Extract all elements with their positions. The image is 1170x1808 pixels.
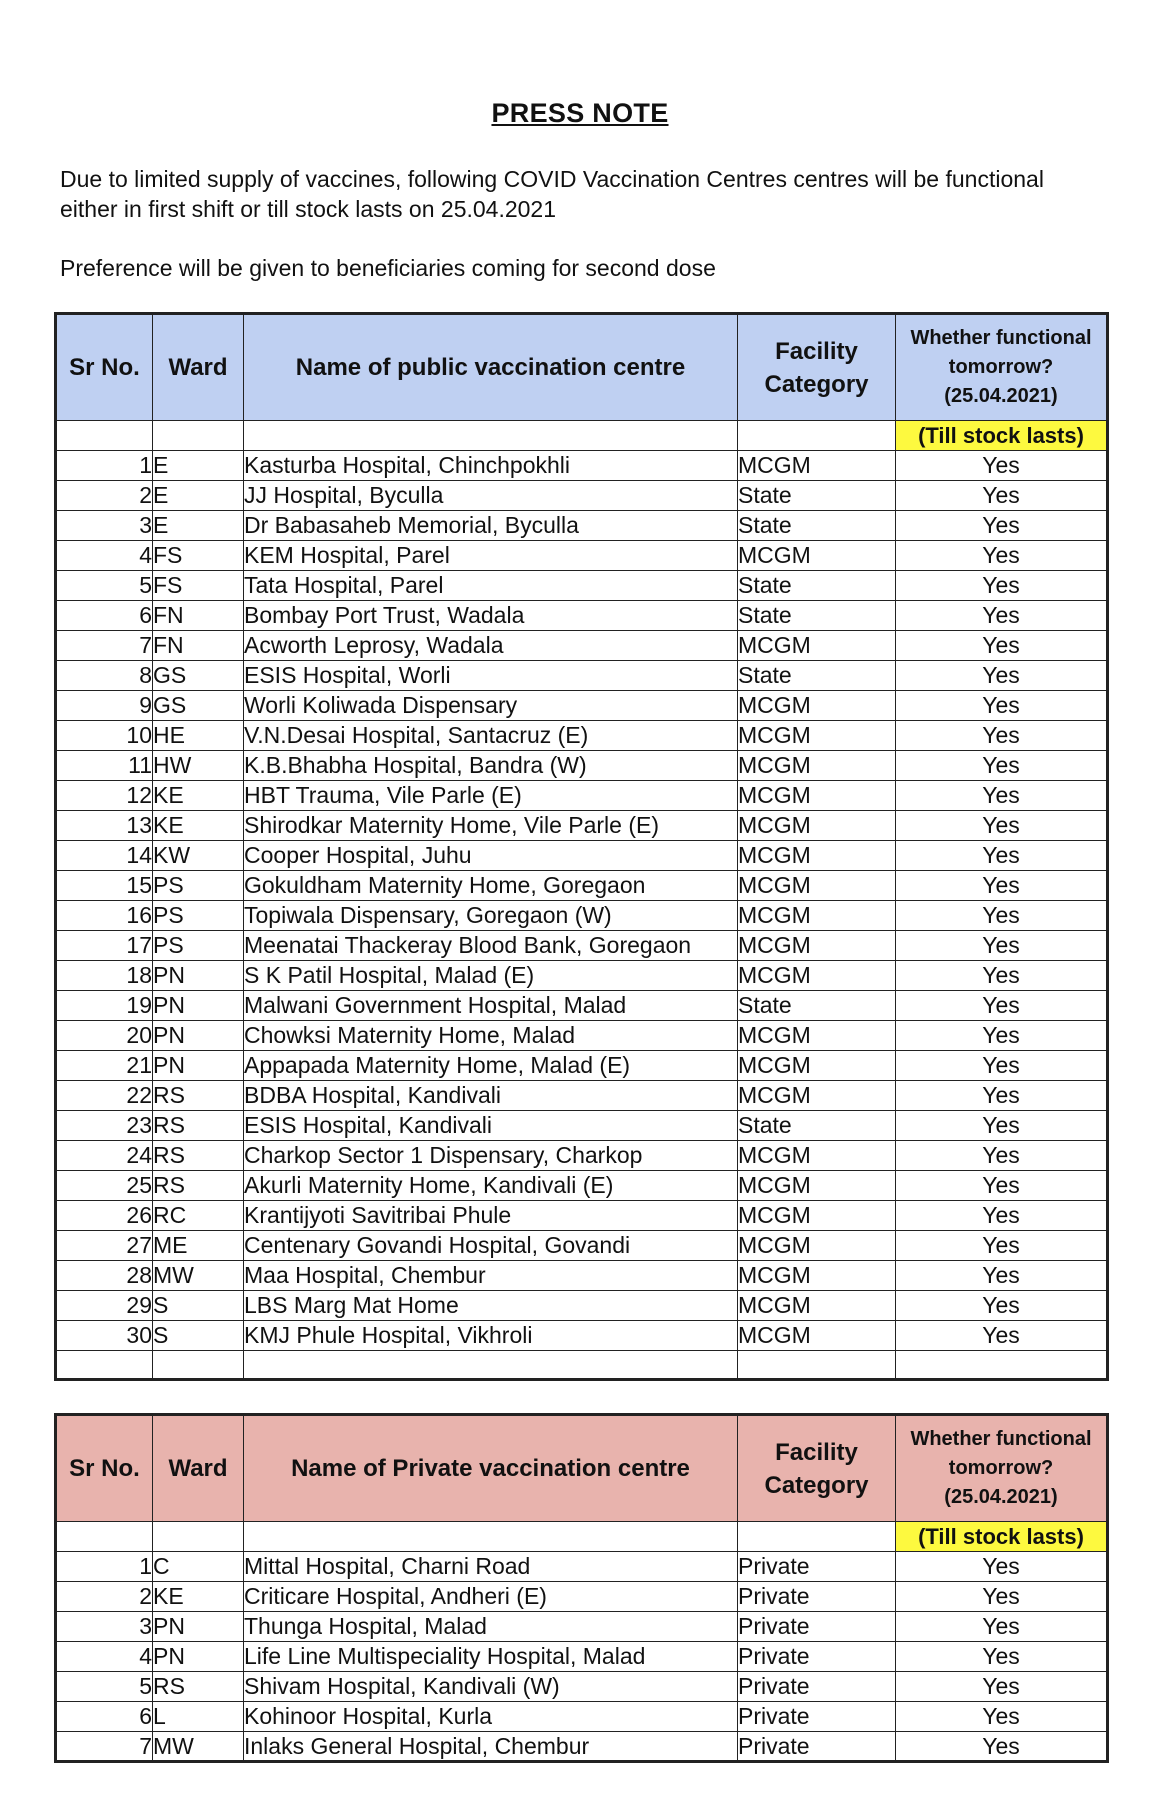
functional-cell: Yes	[896, 721, 1108, 751]
functional-cell: Yes	[896, 1201, 1108, 1231]
table-row	[56, 481, 1108, 511]
category-cell: MCGM	[738, 1141, 896, 1171]
table-row	[56, 1141, 1108, 1171]
centre-name-cell: Thunga Hospital, Malad	[244, 1612, 738, 1642]
category-cell: Private	[738, 1672, 896, 1702]
functional-cell: Yes	[896, 1702, 1108, 1732]
ward-cell: C	[153, 1552, 244, 1582]
centre-name-cell: KMJ Phule Hospital, Vikhroli	[244, 1321, 738, 1351]
functional-cell: Yes	[896, 1081, 1108, 1111]
functional-cell: Yes	[896, 541, 1108, 571]
header-facility-category	[738, 314, 896, 421]
category-cell: State	[738, 991, 896, 1021]
ward-cell: RS	[153, 1672, 244, 1702]
sr-no-cell: 4	[56, 541, 153, 571]
category-cell: MCGM	[738, 631, 896, 661]
sr-no-cell: 23	[56, 1111, 153, 1141]
functional-cell: Yes	[896, 661, 1108, 691]
till-stock-row	[56, 421, 1108, 451]
centre-name-cell: Chowksi Maternity Home, Malad	[244, 1021, 738, 1051]
table-row	[56, 901, 1108, 931]
table-row	[56, 1231, 1108, 1261]
sr-no-cell: 5	[56, 1672, 153, 1702]
functional-cell: Yes	[896, 1582, 1108, 1612]
sr-no-cell: 3	[56, 1612, 153, 1642]
category-cell: MCGM	[738, 961, 896, 991]
centre-name-cell: BDBA Hospital, Kandivali	[244, 1081, 738, 1111]
sr-no-cell: 18	[56, 961, 153, 991]
ward-cell: PN	[153, 1051, 244, 1081]
header-category-line-2: Category	[764, 1471, 869, 1499]
header-sr-no: Sr No.	[56, 1415, 153, 1522]
sr-no-cell: 3	[56, 511, 153, 541]
functional-cell: Yes	[896, 481, 1108, 511]
table-row	[56, 1171, 1108, 1201]
category-cell: MCGM	[738, 1081, 896, 1111]
functional-cell: Yes	[896, 781, 1108, 811]
header-centre-name: Name of public vaccination centre	[244, 314, 738, 421]
page-title: PRESS NOTE	[491, 98, 669, 128]
functional-cell: Yes	[896, 991, 1108, 1021]
functional-cell: Yes	[896, 691, 1108, 721]
table-row	[56, 541, 1108, 571]
functional-cell: Yes	[896, 631, 1108, 661]
ward-cell: MW	[153, 1732, 244, 1762]
ward-cell: PS	[153, 931, 244, 961]
ward-cell: RS	[153, 1081, 244, 1111]
empty-cell	[738, 1522, 896, 1552]
ward-cell: S	[153, 1291, 244, 1321]
table-row	[56, 1321, 1108, 1351]
sr-no-cell: 2	[56, 1582, 153, 1612]
sr-no-cell: 7	[56, 631, 153, 661]
sr-no-cell: 6	[56, 1702, 153, 1732]
public-centres-table	[54, 312, 1109, 1381]
centre-name-cell: Dr Babasaheb Memorial, Byculla	[244, 511, 738, 541]
sr-no-cell: 27	[56, 1231, 153, 1261]
sr-no-cell: 21	[56, 1051, 153, 1081]
ward-cell: E	[153, 511, 244, 541]
table-row	[56, 1201, 1108, 1231]
table-row	[56, 451, 1108, 481]
category-cell: MCGM	[738, 871, 896, 901]
header-category-line-1: Facility	[775, 1438, 858, 1466]
ward-cell: GS	[153, 691, 244, 721]
sr-no-cell: 16	[56, 901, 153, 931]
centre-name-cell: Topiwala Dispensary, Goregaon (W)	[244, 901, 738, 931]
ward-cell: PS	[153, 871, 244, 901]
functional-cell: Yes	[896, 601, 1108, 631]
centre-name-cell: HBT Trauma, Vile Parle (E)	[244, 781, 738, 811]
ward-cell: GS	[153, 661, 244, 691]
centre-name-cell: K.B.Bhabha Hospital, Bandra (W)	[244, 751, 738, 781]
empty-cell	[56, 1522, 153, 1552]
functional-cell: Yes	[896, 571, 1108, 601]
functional-cell: Yes	[896, 1141, 1108, 1171]
header-functional-line-1: Whether functional	[910, 1428, 1092, 1450]
header-functional-line-1: Whether functional	[910, 327, 1092, 349]
ward-cell: PS	[153, 901, 244, 931]
category-cell: State	[738, 481, 896, 511]
category-cell: MCGM	[738, 1261, 896, 1291]
functional-cell: Yes	[896, 1732, 1108, 1762]
centre-name-cell: Cooper Hospital, Juhu	[244, 841, 738, 871]
sr-no-cell: 24	[56, 1141, 153, 1171]
sr-no-cell: 29	[56, 1291, 153, 1321]
centre-name-cell: V.N.Desai Hospital, Santacruz (E)	[244, 721, 738, 751]
centre-name-cell: Gokuldham Maternity Home, Goregaon	[244, 871, 738, 901]
table-header-row	[56, 314, 1108, 421]
category-cell: MCGM	[738, 811, 896, 841]
ward-cell: KE	[153, 781, 244, 811]
functional-cell: Yes	[896, 1612, 1108, 1642]
centre-name-cell: Charkop Sector 1 Dispensary, Charkop	[244, 1141, 738, 1171]
category-cell: MCGM	[738, 691, 896, 721]
ward-cell: ME	[153, 1231, 244, 1261]
category-cell: MCGM	[738, 1291, 896, 1321]
ward-cell: KE	[153, 1582, 244, 1612]
table-row	[56, 1291, 1108, 1321]
category-cell: State	[738, 511, 896, 541]
ward-cell: E	[153, 451, 244, 481]
centre-name-cell: Krantijyoti Savitribai Phule	[244, 1201, 738, 1231]
category-cell: MCGM	[738, 1321, 896, 1351]
empty-cell	[244, 421, 738, 451]
empty-cell	[56, 421, 153, 451]
table-row	[56, 1111, 1108, 1141]
table-row	[56, 961, 1108, 991]
table-row	[56, 931, 1108, 961]
category-cell: State	[738, 1111, 896, 1141]
category-cell: Private	[738, 1702, 896, 1732]
ward-cell: RS	[153, 1141, 244, 1171]
ward-cell: L	[153, 1702, 244, 1732]
empty-cell	[738, 1351, 896, 1380]
centre-name-cell: Tata Hospital, Parel	[244, 571, 738, 601]
sr-no-cell: 9	[56, 691, 153, 721]
table-row	[56, 991, 1108, 1021]
table-row	[56, 1021, 1108, 1051]
functional-cell: Yes	[896, 1321, 1108, 1351]
ward-cell: FN	[153, 631, 244, 661]
header-category-line-2: Category	[764, 370, 869, 398]
table-row	[56, 1261, 1108, 1291]
table-row	[56, 781, 1108, 811]
centre-name-cell: Kasturba Hospital, Chinchpokhli	[244, 451, 738, 481]
ward-cell: RS	[153, 1171, 244, 1201]
ward-cell: KE	[153, 811, 244, 841]
centre-name-cell: Centenary Govandi Hospital, Govandi	[244, 1231, 738, 1261]
category-cell: MCGM	[738, 1021, 896, 1051]
header-functional-line-3: (25.04.2021)	[944, 385, 1058, 407]
table-row	[56, 841, 1108, 871]
functional-cell: Yes	[896, 811, 1108, 841]
empty-cell	[738, 421, 896, 451]
category-cell: MCGM	[738, 931, 896, 961]
sr-no-cell: 1	[56, 451, 153, 481]
sr-no-cell: 8	[56, 661, 153, 691]
intro-paragraph	[60, 164, 1110, 224]
ward-cell: MW	[153, 1261, 244, 1291]
centre-name-cell: ESIS Hospital, Kandivali	[244, 1111, 738, 1141]
sr-no-cell: 2	[56, 481, 153, 511]
category-cell: MCGM	[738, 781, 896, 811]
empty-cell	[153, 421, 244, 451]
centre-name-cell: Shirodkar Maternity Home, Vile Parle (E)	[244, 811, 738, 841]
centre-name-cell: Malwani Government Hospital, Malad	[244, 991, 738, 1021]
sr-no-cell: 12	[56, 781, 153, 811]
category-cell: Private	[738, 1582, 896, 1612]
centre-name-cell: KEM Hospital, Parel	[244, 541, 738, 571]
sr-no-cell: 1	[56, 1552, 153, 1582]
header-functional-line-2: tomorrow?	[948, 356, 1054, 378]
header-category-line-1: Facility	[775, 337, 858, 365]
private-centres-table	[54, 1413, 1109, 1763]
category-cell: State	[738, 571, 896, 601]
centre-name-cell: Bombay Port Trust, Wadala	[244, 601, 738, 631]
intro-line-2: either in first shift or till stock lasts on 25.04.2021	[60, 196, 557, 222]
header-functional-line-3: (25.04.2021)	[944, 1486, 1058, 1508]
centre-name-cell: S K Patil Hospital, Malad (E)	[244, 961, 738, 991]
centre-name-cell: LBS Marg Mat Home	[244, 1291, 738, 1321]
category-cell: MCGM	[738, 541, 896, 571]
centre-name-cell: Shivam Hospital, Kandivali (W)	[244, 1672, 738, 1702]
table-row	[56, 1081, 1108, 1111]
empty-row	[56, 1351, 1108, 1380]
sr-no-cell: 5	[56, 571, 153, 601]
table-row	[56, 1612, 1108, 1642]
functional-cell: Yes	[896, 451, 1108, 481]
functional-cell: Yes	[896, 901, 1108, 931]
till-stock-row	[56, 1522, 1108, 1552]
functional-cell: Yes	[896, 871, 1108, 901]
ward-cell: FS	[153, 571, 244, 601]
functional-cell: Yes	[896, 1642, 1108, 1672]
preference-note: Preference will be given to beneficiaries coming for second dose	[60, 255, 716, 281]
table-row	[56, 1732, 1108, 1762]
centre-name-cell: Criticare Hospital, Andheri (E)	[244, 1582, 738, 1612]
sr-no-cell: 11	[56, 751, 153, 781]
functional-cell: Yes	[896, 1021, 1108, 1051]
centre-name-cell: JJ Hospital, Byculla	[244, 481, 738, 511]
ward-cell: RS	[153, 1111, 244, 1141]
ward-cell: PN	[153, 1642, 244, 1672]
table-row	[56, 871, 1108, 901]
category-cell: MCGM	[738, 841, 896, 871]
sr-no-cell: 20	[56, 1021, 153, 1051]
ward-cell: FN	[153, 601, 244, 631]
sr-no-cell: 14	[56, 841, 153, 871]
table-row	[56, 1582, 1108, 1612]
category-cell: MCGM	[738, 1201, 896, 1231]
table-row	[56, 751, 1108, 781]
table-row	[56, 1552, 1108, 1582]
category-cell: State	[738, 661, 896, 691]
functional-cell: Yes	[896, 1231, 1108, 1261]
functional-cell: Yes	[896, 751, 1108, 781]
header-sr-no: Sr No.	[56, 314, 153, 421]
ward-cell: E	[153, 481, 244, 511]
sr-no-cell: 4	[56, 1642, 153, 1672]
ward-cell: PN	[153, 1021, 244, 1051]
ward-cell: PN	[153, 1612, 244, 1642]
ward-cell: FS	[153, 541, 244, 571]
centre-name-cell: Kohinoor Hospital, Kurla	[244, 1702, 738, 1732]
header-functional-line-2: tomorrow?	[948, 1457, 1054, 1479]
functional-cell: Yes	[896, 1171, 1108, 1201]
header-ward: Ward	[153, 314, 244, 421]
till-stock-label: (Till stock lasts)	[896, 421, 1108, 451]
sr-no-cell: 28	[56, 1261, 153, 1291]
category-cell: Private	[738, 1642, 896, 1672]
table-row	[56, 1051, 1108, 1081]
category-cell: Private	[738, 1552, 896, 1582]
functional-cell: Yes	[896, 1261, 1108, 1291]
category-cell: Private	[738, 1612, 896, 1642]
category-cell: MCGM	[738, 451, 896, 481]
category-cell: Private	[738, 1732, 896, 1762]
header-facility-category	[738, 1415, 896, 1522]
sr-no-cell: 13	[56, 811, 153, 841]
centre-name-cell: Acworth Leprosy, Wadala	[244, 631, 738, 661]
sr-no-cell: 26	[56, 1201, 153, 1231]
category-cell: MCGM	[738, 1171, 896, 1201]
sr-no-cell: 6	[56, 601, 153, 631]
table-row	[56, 721, 1108, 751]
ward-cell: PN	[153, 991, 244, 1021]
functional-cell: Yes	[896, 1552, 1108, 1582]
empty-cell	[896, 1351, 1108, 1380]
table-row	[56, 1702, 1108, 1732]
sr-no-cell: 10	[56, 721, 153, 751]
header-functional	[896, 314, 1108, 421]
functional-cell: Yes	[896, 841, 1108, 871]
centre-name-cell: ESIS Hospital, Worli	[244, 661, 738, 691]
category-cell: MCGM	[738, 1051, 896, 1081]
empty-cell	[153, 1351, 244, 1380]
centre-name-cell: Appapada Maternity Home, Malad (E)	[244, 1051, 738, 1081]
sr-no-cell: 19	[56, 991, 153, 1021]
empty-cell	[244, 1351, 738, 1380]
sr-no-cell: 25	[56, 1171, 153, 1201]
functional-cell: Yes	[896, 961, 1108, 991]
centre-name-cell: Inlaks General Hospital, Chembur	[244, 1732, 738, 1762]
ward-cell: RC	[153, 1201, 244, 1231]
ward-cell: PN	[153, 961, 244, 991]
header-centre-name: Name of Private vaccination centre	[244, 1415, 738, 1522]
header-ward: Ward	[153, 1415, 244, 1522]
centre-name-cell: Life Line Multispeciality Hospital, Malad	[244, 1642, 738, 1672]
ward-cell: HW	[153, 751, 244, 781]
category-cell: MCGM	[738, 901, 896, 931]
table-row	[56, 571, 1108, 601]
functional-cell: Yes	[896, 1672, 1108, 1702]
functional-cell: Yes	[896, 511, 1108, 541]
functional-cell: Yes	[896, 1111, 1108, 1141]
functional-cell: Yes	[896, 1051, 1108, 1081]
sr-no-cell: 22	[56, 1081, 153, 1111]
table-row	[56, 1642, 1108, 1672]
table-row	[56, 511, 1108, 541]
category-cell: State	[738, 601, 896, 631]
ward-cell: KW	[153, 841, 244, 871]
table-row	[56, 661, 1108, 691]
category-cell: MCGM	[738, 721, 896, 751]
category-cell: MCGM	[738, 751, 896, 781]
category-cell: MCGM	[738, 1231, 896, 1261]
table-header-row	[56, 1415, 1108, 1522]
empty-cell	[153, 1522, 244, 1552]
till-stock-label: (Till stock lasts)	[896, 1522, 1108, 1552]
table-row	[56, 811, 1108, 841]
table-row	[56, 1672, 1108, 1702]
intro-line-1: Due to limited supply of vaccines, following COVID Vaccination Centres centres will be functional	[60, 166, 1044, 192]
centre-name-cell: Meenatai Thackeray Blood Bank, Goregaon	[244, 931, 738, 961]
sr-no-cell: 15	[56, 871, 153, 901]
sr-no-cell: 17	[56, 931, 153, 961]
centre-name-cell: Maa Hospital, Chembur	[244, 1261, 738, 1291]
ward-cell: HE	[153, 721, 244, 751]
sr-no-cell: 7	[56, 1732, 153, 1762]
empty-cell	[56, 1351, 153, 1380]
centre-name-cell: Mittal Hospital, Charni Road	[244, 1552, 738, 1582]
sr-no-cell: 30	[56, 1321, 153, 1351]
functional-cell: Yes	[896, 931, 1108, 961]
empty-cell	[244, 1522, 738, 1552]
table-row	[56, 691, 1108, 721]
ward-cell: S	[153, 1321, 244, 1351]
functional-cell: Yes	[896, 1291, 1108, 1321]
header-functional	[896, 1415, 1108, 1522]
table-row	[56, 601, 1108, 631]
table-row	[56, 631, 1108, 661]
centre-name-cell: Akurli Maternity Home, Kandivali (E)	[244, 1171, 738, 1201]
centre-name-cell: Worli Koliwada Dispensary	[244, 691, 738, 721]
